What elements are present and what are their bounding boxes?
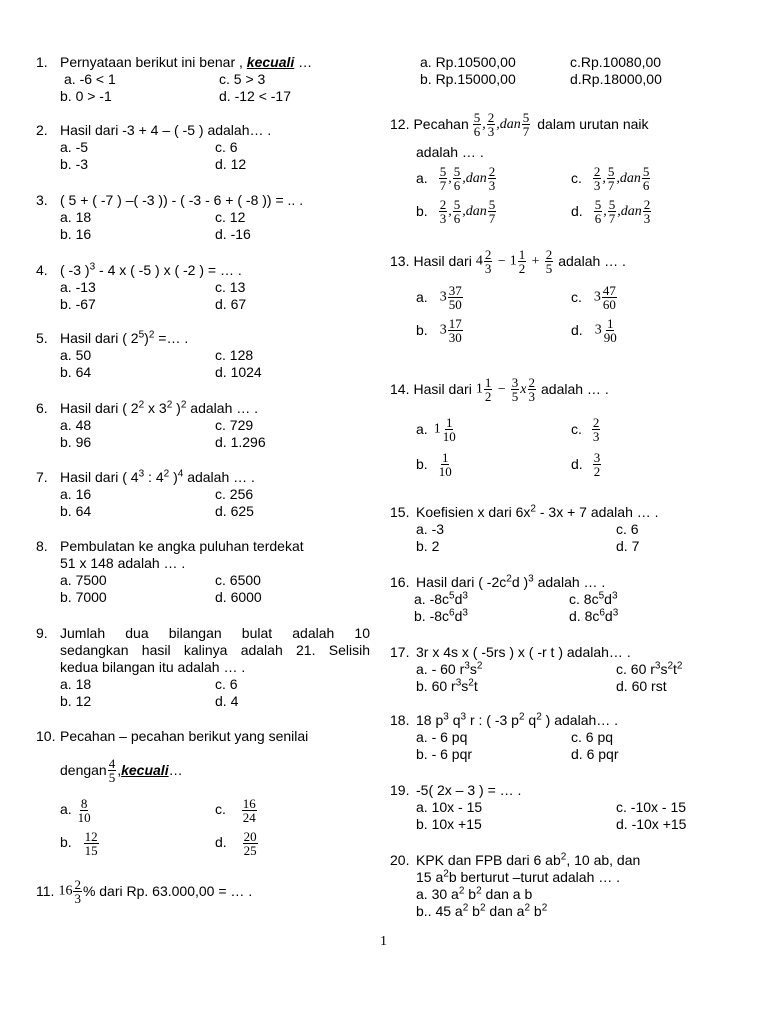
fraction: $\frac{5}{7}$ (607, 164, 615, 193)
option-d[interactable]: d. -10x +15 (616, 816, 687, 832)
option-a[interactable]: a. - 60 $r^3s^2$ (416, 660, 483, 677)
question-number: 13. (390, 252, 410, 269)
options (416, 661, 750, 695)
question-6 (36, 400, 370, 451)
fraction: $\frac{5}{7}$ (608, 197, 616, 226)
option-d[interactable]: d. 67 (215, 296, 247, 312)
question-14 (390, 372, 750, 478)
option-c[interactable]: c. 12 (215, 209, 246, 225)
option-c[interactable]: c. 6500 (215, 572, 261, 588)
option-d[interactable]: d. 6000 (215, 589, 262, 605)
option-a[interactable]: a. 18 (60, 209, 92, 225)
options (416, 284, 750, 344)
fraction: $\frac{4}{5}$ (108, 755, 116, 785)
option-d[interactable]: d. $8c^6d^3$ (569, 607, 619, 624)
question-15 (390, 504, 750, 555)
question-number: 10. (36, 728, 56, 744)
mixed-number: 16 $\frac{2}{3}$ (58, 877, 81, 906)
question-number: 17. (390, 644, 410, 660)
question-stem: Pembulatan ke angka puluhan terdekat (60, 538, 304, 554)
question-18 (390, 712, 750, 763)
option-d[interactable]: d. -12 < -17 (219, 88, 291, 104)
fraction: $\frac{2}{3}$ (439, 197, 447, 226)
option-a[interactable]: a. -5 (60, 139, 89, 155)
option-c[interactable]: c. 60 $r^3s^2t^2$ (616, 660, 683, 677)
question-12 (390, 106, 750, 225)
options (60, 572, 370, 606)
page-number: 1 (380, 934, 387, 949)
options (60, 486, 370, 520)
option-b[interactable]: b. 2 (416, 538, 440, 554)
option-c[interactable]: c. 6 (215, 139, 238, 155)
option-d[interactable]: d. 60 rst (616, 678, 667, 694)
option-d[interactable]: d. 6 pqr (571, 746, 619, 762)
question-stem-line-2: sedangkan hasil kalinya adalah 21. Selisih (60, 642, 370, 658)
question-19 (390, 782, 750, 833)
question-stem: Jumlah dua bilangan bulat adalah 10 (60, 625, 370, 641)
question-number: 12. (390, 115, 410, 132)
question-stem: Hasil dari ( $4^3$ : $4^2$ )$^4$ adalah … . (60, 468, 255, 485)
question-stem: Hasil dari -3 + 4 – ( -5 ) adalah… . (60, 122, 272, 138)
question-3 (36, 192, 370, 243)
fraction: $\frac{5}{7}$ (488, 197, 496, 226)
question-number: 8. (36, 538, 48, 554)
options (416, 416, 750, 478)
option-a[interactable]: a. 48 (60, 417, 92, 433)
options (416, 729, 750, 763)
option-b[interactable]: b. 64 (60, 503, 92, 519)
question-stem: Hasil dari ( $2^2$ x $3^2$ )$^2$ adalah … . (60, 399, 259, 416)
option-d[interactable]: d. $\frac{5}{6}$ , $\frac{5}{7}$ , dan $\frac{2}{3}$ (571, 197, 651, 226)
option-a[interactable]: a. 18 (60, 676, 92, 692)
options (60, 71, 370, 105)
option-a[interactable]: a. $\frac{8}{10}$ (60, 796, 91, 825)
question-stem: KPK dan FPB dari 6 $ab^2$, 10 ab, dan (416, 851, 641, 868)
options (416, 799, 750, 833)
fraction: $\frac{2}{3}$ (488, 164, 496, 193)
option-c[interactable]: c. 3 $\frac{47}{60}$ (571, 283, 616, 312)
question-number: 5. (36, 330, 48, 346)
keyword-kecuali: kecuali (246, 54, 295, 70)
question-stem: 14. Hasil dari 1 $\frac{1}{2}$ − $\frac{3}{5}$ x $\frac{2}{3}$ adalah … . (390, 374, 609, 404)
options (414, 591, 750, 625)
option-d[interactable]: d. 3 $\frac{1}{90}$ (571, 316, 617, 345)
question-number: 2. (36, 122, 48, 138)
question-stem: Hasil dari ( $-2c^2d$ )$^3$ adalah … . (416, 573, 606, 590)
option-d[interactable]: d. 1024 (215, 364, 262, 380)
question-stem: ( -3 )$^3$ - 4 x ( -5 ) x ( -2 ) = … . (60, 261, 242, 278)
option-a[interactable]: a. 10x - 15 (416, 799, 483, 815)
question-stem: Pecahan – pecahan berikut yang senilai (60, 728, 309, 744)
option-a[interactable]: a. 1 $\frac{1}{10}$ (416, 415, 456, 444)
option-c[interactable]: c. $\frac{16}{24}$ (215, 796, 256, 825)
question-number: 3. (36, 192, 48, 208)
question-stem: ( 5 + ( -7 ) –( -3 )) - ( -3 - 6 + ( -8 )) = .. . (60, 192, 304, 208)
options (420, 54, 768, 88)
option-a[interactable]: a. $\frac{5}{7}$ , $\frac{5}{6}$ , dan $\frac{2}{3}$ (416, 164, 496, 193)
option-a[interactable]: a. - 6 pq (416, 729, 468, 745)
option-a[interactable]: a. -13 (60, 279, 96, 295)
question-4 (36, 262, 370, 313)
question-stem-line-2: 15 $a^2b$ berturut –turut adalah … . (416, 868, 621, 885)
option-c[interactable]: c. 13 (215, 279, 246, 295)
option-b[interactable]: b. 10x +15 (416, 816, 482, 832)
question-stem: Pernyataan berikut ini benar , kecuali … (60, 54, 313, 70)
option-b[interactable]: b. 3 $\frac{17}{30}$ (416, 316, 462, 345)
question-number: 11. (36, 883, 55, 899)
option-b[interactable]: b. 16 (60, 226, 92, 242)
question-stem: Hasil dari ( $2^5)^2$ =… . (60, 329, 189, 346)
option-d[interactable]: d. $\frac{20}{25}$ (215, 829, 257, 858)
question-1 (36, 54, 370, 105)
option-d[interactable]: d.Rp.18000,00 (570, 71, 662, 87)
question-stem: Koefisien x dari $6x^2 - 3x + 7$ adalah … . (416, 503, 659, 520)
option-a[interactable]: a. -3 (416, 521, 445, 537)
question-number: 6. (36, 400, 48, 416)
options (60, 139, 370, 173)
option-b[interactable]: b. 60 $r^3s^2t$ (416, 677, 478, 694)
option-b[interactable]: b. 7000 (60, 589, 107, 605)
question-stem: 12. Pecahan $\frac{5}{6}$ , $\frac{2}{3}$ , dan $\frac{5}{7}$ dalam urutan naik (390, 109, 649, 139)
question-10 (36, 728, 370, 857)
option-b[interactable]: b. Rp.15000,00 (420, 71, 516, 87)
question-stem-line-2: dengan $\frac{4}{5}$ , kecuali … (60, 755, 183, 785)
option-a[interactable]: a. $-8c^5d^3$ (414, 590, 468, 607)
options (416, 886, 750, 920)
question-number: 20. (390, 852, 410, 868)
option-c[interactable]: c. 256 (215, 486, 254, 502)
question-stem: % dari Rp. 63.000,00 = … . (82, 883, 253, 899)
question-16 (390, 574, 750, 625)
option-c[interactable]: c. $8c^5d^3$ (569, 590, 618, 607)
fraction: $\frac{2}{3}$ (593, 164, 601, 193)
fraction: $\frac{5}{6}$ (594, 197, 602, 226)
option-c[interactable]: c. $\frac{2}{3}$ , $\frac{5}{7}$ , dan $\frac{5}{6}$ (571, 164, 650, 193)
options (60, 417, 370, 451)
options (416, 521, 750, 555)
question-number: 1. (36, 54, 48, 70)
options (60, 676, 370, 710)
fraction: $\frac{5}{7}$ (439, 164, 447, 193)
option-d[interactable]: d. 625 (215, 503, 254, 519)
option-c[interactable]: c. 6 (616, 521, 639, 537)
option-c[interactable]: c. $\frac{2}{3}$ (571, 415, 600, 444)
keyword-kecuali: kecuali (121, 761, 169, 778)
fraction: $\frac{5}{6}$ (453, 164, 461, 193)
fraction: $\frac{5}{6}$ (453, 197, 461, 226)
option-d[interactable]: d. 4 (215, 693, 239, 709)
options (60, 347, 370, 381)
question-stem: 13. Hasil dari 4 $\frac{2}{3}$ − 1 $\frac{1}{2}$ + $\frac{2}{5}$ adalah … . (390, 246, 626, 276)
question-8 (36, 538, 370, 606)
option-c[interactable]: c. 729 (215, 417, 254, 433)
option-c[interactable]: c. 6 (215, 676, 238, 692)
question-7 (36, 469, 370, 520)
option-a[interactable]: a. -6 < 1 (64, 71, 116, 87)
question-2 (36, 122, 370, 173)
options (60, 797, 370, 857)
question-number: 18. (390, 712, 410, 728)
options (60, 279, 370, 313)
option-a[interactable]: a. 3 $\frac{37}{50}$ (416, 283, 462, 312)
option-c[interactable]: c. 5 > 3 (219, 71, 266, 87)
option-a[interactable]: a. Rp.10500,00 (420, 54, 516, 70)
question-number: 9. (36, 625, 48, 641)
option-b[interactable]: b. 64 (60, 364, 92, 380)
option-c[interactable]: c. 6 pq (571, 729, 614, 745)
question-5 (36, 330, 370, 381)
option-b[interactable]: b. -3 (60, 156, 89, 172)
option-d[interactable]: d. $\frac{3}{2}$ (571, 450, 601, 479)
option-c[interactable]: c. -10x - 15 (616, 799, 687, 815)
question-17 (390, 644, 750, 695)
question-11 (36, 878, 370, 905)
option-d[interactable]: d. -16 (215, 226, 251, 242)
question-stem-line-2: adalah … . (416, 144, 484, 160)
option-a[interactable]: a. 16 (60, 486, 92, 502)
option-a[interactable]: a. 30 $a^2$ $b^2$ dan a b (416, 885, 533, 902)
question-number: 4. (36, 262, 48, 278)
options (60, 209, 370, 243)
option-d[interactable]: d. 12 (215, 156, 247, 172)
question-stem: 18 $p^3$ $q^3$ r : ( -3 $p^2$ $q^2$ ) adalah… . (416, 711, 619, 728)
question-number: 16. (390, 574, 410, 590)
option-c[interactable]: c.Rp.10080,00 (570, 54, 662, 70)
question-stem: -5( 2x – 3 ) = … . (416, 782, 522, 798)
option-b[interactable]: b. $\frac{2}{3}$ , $\frac{5}{6}$ , dan $\frac{5}{7}$ (416, 197, 496, 226)
question-stem-line-3: kedua bilangan itu adalah … . (60, 659, 246, 675)
option-b[interactable]: b.. 45 $a^2$ $b^2$ dan $a^2$ $b^2$ (416, 902, 548, 919)
question-11-options (420, 54, 768, 88)
fraction: $\frac{5}{6}$ (642, 164, 650, 193)
question-stem: 3r x 4s x ( -5rs ) x ( -r t ) adalah… . (416, 644, 631, 660)
question-20 (390, 852, 750, 920)
options (416, 165, 750, 225)
option-b[interactable]: b. $-8c^6d^3$ (414, 607, 468, 624)
option-b[interactable]: b. 12 (60, 693, 92, 709)
option-b[interactable]: b. $\frac{1}{10}$ (416, 450, 452, 479)
option-b[interactable]: b. - 6 pqr (416, 746, 473, 762)
question-13 (390, 244, 750, 344)
question-number: 7. (36, 469, 48, 485)
question-9 (36, 625, 370, 710)
option-b[interactable]: b. -67 (60, 296, 96, 312)
fraction: $\frac{2}{3}$ (643, 197, 651, 226)
option-a[interactable]: a. 7500 (60, 572, 107, 588)
option-b[interactable]: b. $\frac{12}{15}$ (60, 829, 98, 858)
option-d[interactable]: d. 1.296 (215, 434, 266, 450)
option-d[interactable]: d. 7 (616, 538, 640, 554)
option-c[interactable]: c. 128 (215, 347, 254, 363)
option-b[interactable]: b. 96 (60, 434, 92, 450)
option-a[interactable]: a. 50 (60, 347, 92, 363)
option-b[interactable]: b. 0 > -1 (60, 88, 112, 104)
question-number: 15. (390, 504, 410, 520)
question-number: 14. (390, 380, 410, 397)
question-stem-line-2: 51 x 148 adalah … . (60, 555, 186, 571)
question-number: 19. (390, 782, 410, 798)
